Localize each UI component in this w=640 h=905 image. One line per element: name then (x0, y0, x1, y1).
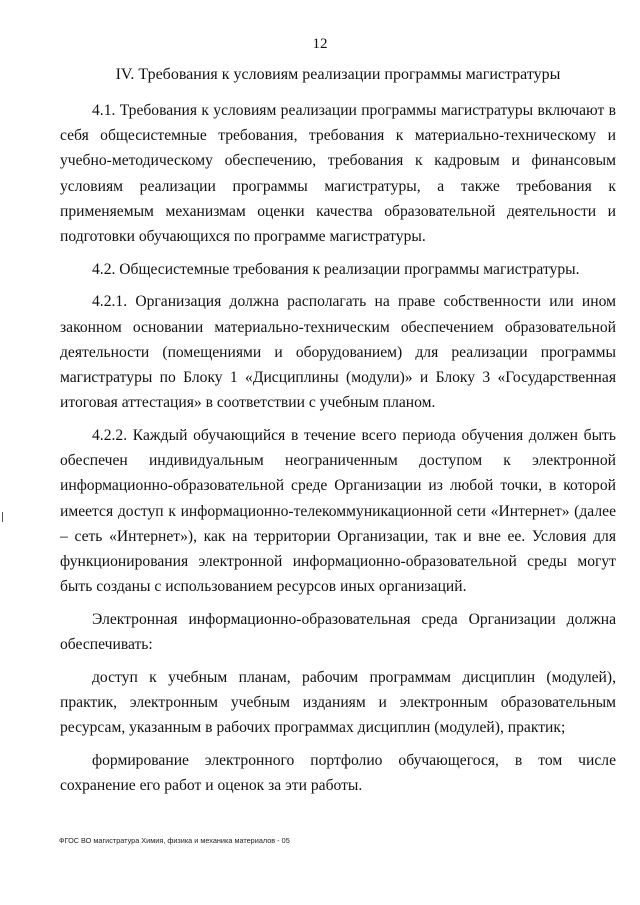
page-number: 12 (312, 36, 328, 52)
paragraph-eios-intro: Электронная информационно-образовательная среда Организации должна обеспечивать: (60, 610, 616, 654)
paragraph-4-1: 4.1. Требования к условиям реализации программы магистратуры включают в себя общесистемные требования, требования к материально-техническому и учебно-методическому обеспечению, требования к кадровым и финансовым условиям реализации программы магистратуры, а также требования к применяемым механизмам оценки качества образовательной деятельности и подготовки обучающихся по программе магистратуры. (60, 102, 616, 246)
document-body (60, 98, 616, 806)
section-title: IV. Требования к условиям реализации программы магистратуры (115, 66, 561, 83)
scan-margin-mark (2, 512, 3, 522)
paragraph-4-2-2: 4.2.2. Каждый обучающийся в течение всего периода обучения должен быть обеспечен индивидуальным неограниченным доступом к электронной информационно-образовательной среде Организации из любой точки, в которой имеется доступ к информационно-телекоммуникационной сети «Интернет» (далее – сеть «Интернет»), как на территории Организации, так и вне ее. Условия для функционирования электронной информационно-образовательной среды могут быть созданы с использованием ресурсов иных организаций. (60, 426, 616, 596)
footer-note: ФГОС ВО магистратура Химия, физика и механика материалов - 05 (59, 836, 290, 845)
paragraph-4-2: 4.2. Общесистемные требования к реализации программы магистратуры. (92, 260, 580, 278)
paragraph-access-item: доступ к учебным планам, рабочим программам дисциплин (модулей), практик, электронным учебным изданиям и электронным образовательным ресурсам, указанным в рабочих программах дисциплин (модулей), практик; (60, 668, 616, 737)
paragraph-portfolio-item: формирование электронного портфолио обучающегося, в том числе сохранение его работ и оценок за эти работы. (60, 751, 616, 795)
paragraph-4-2-1: 4.2.1. Организация должна располагать на праве собственности или ином законном основании материально-техническим обеспечением образовательной деятельности (помещениями и оборудованием) для реализации программы магистратуры по Блоку 1 «Дисциплины (модули)» и Блоку 3 «Государственная итоговая аттестация» в соответствии с учебным планом. (60, 293, 616, 412)
